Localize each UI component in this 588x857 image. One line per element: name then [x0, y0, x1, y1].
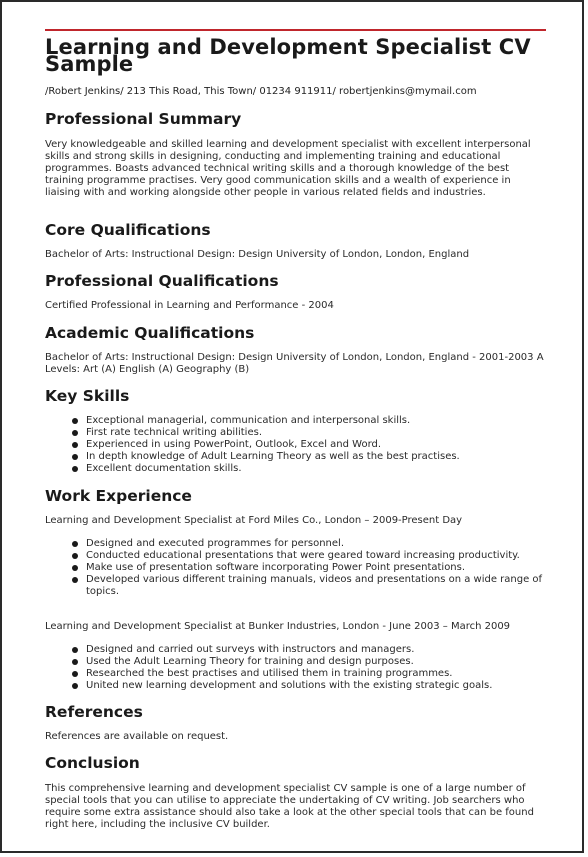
job-heading: Learning and Development Specialist at Bunker Industries, London - June 2003 – March 2009	[45, 621, 511, 632]
cv-title: Learning and Development Specialist CV Sample	[45, 35, 531, 76]
list-item: Exceptional managerial, communication and interpersonal skills.	[86, 415, 546, 427]
list-item: Researched the best practises and utilised them in training programmes.	[86, 668, 546, 680]
list-item: Make use of presentation software incorporating Power Point presentations.	[86, 562, 546, 574]
section-title-professional-summary: Professional Summary	[45, 110, 242, 128]
section-title-professional-qualifications: Professional Qualifications	[45, 272, 279, 290]
conclusion-text: This comprehensive learning and development specialist CV sample is one of a large number of special tools that you can utilise to appreciate the undertaking of CV writing. Job searchers who require some extra assistance should also take a look at the other special tools that can be found right here, including the inclusive CV builder.	[45, 783, 534, 830]
references-text: References are available on request.	[45, 731, 229, 742]
list-item: Designed and carried out surveys with instructors and managers.	[86, 644, 546, 656]
section-title-conclusion: Conclusion	[45, 754, 140, 772]
list-item: Experienced in using PowerPoint, Outlook, Excel and Word.	[86, 439, 546, 451]
list-item: Excellent documentation skills.	[86, 463, 546, 475]
list-item: Developed various different training manuals, videos and presentations on a wide range of topics.	[86, 574, 546, 598]
header-rule	[45, 29, 546, 31]
section-title-work-experience: Work Experience	[45, 487, 192, 505]
list-item: Designed and executed programmes for personnel.	[86, 538, 546, 550]
list-item: First rate technical writing abilities.	[86, 427, 546, 439]
list-item: Conducted educational presentations that were geared toward increasing productivity.	[86, 550, 546, 562]
section-title-academic-qualifications: Academic Qualifications	[45, 324, 255, 342]
list-item: United new learning development and solutions with the existing strategic goals.	[86, 680, 546, 692]
job-duties-list	[86, 538, 546, 598]
section-title-references: References	[45, 703, 143, 721]
professional-summary-text: Very knowledgeable and skilled learning and development specialist with excellent interpersonal skills and strong skills in designing, conducting and implementing training and educational programmes. Boasts advanced technical writing skills and a thorough knowledge of the best training programme practises. Very good communication skills and a wealth of experience in liaising with and working alongside other people in various related fields and industries.	[45, 139, 531, 198]
list-item: In depth knowledge of Adult Learning Theory as well as the best practises.	[86, 451, 546, 463]
academic-qualifications-text: Bachelor of Arts: Instructional Design: Design University of London, London, England - 2001-2003 A Levels: Art (A) English (A) Geography (B)	[45, 352, 544, 375]
job-heading: Learning and Development Specialist at Ford Miles Co., London – 2009-Present Day	[45, 515, 463, 526]
job-duties-list	[86, 644, 546, 692]
list-item: Used the Adult Learning Theory for training and design purposes.	[86, 656, 546, 668]
section-title-core-qualifications: Core Qualifications	[45, 221, 211, 239]
key-skills-list	[86, 415, 546, 475]
professional-qualifications-text: Certified Professional in Learning and Performance - 2004	[45, 300, 334, 311]
section-title-key-skills: Key Skills	[45, 387, 130, 405]
contact-line: /Robert Jenkins/ 213 This Road, This Town/ 01234 911911/ robertjenkins@mymail.com	[45, 86, 477, 97]
core-qualifications-text: Bachelor of Arts: Instructional Design: Design University of London, London, England	[45, 249, 470, 260]
